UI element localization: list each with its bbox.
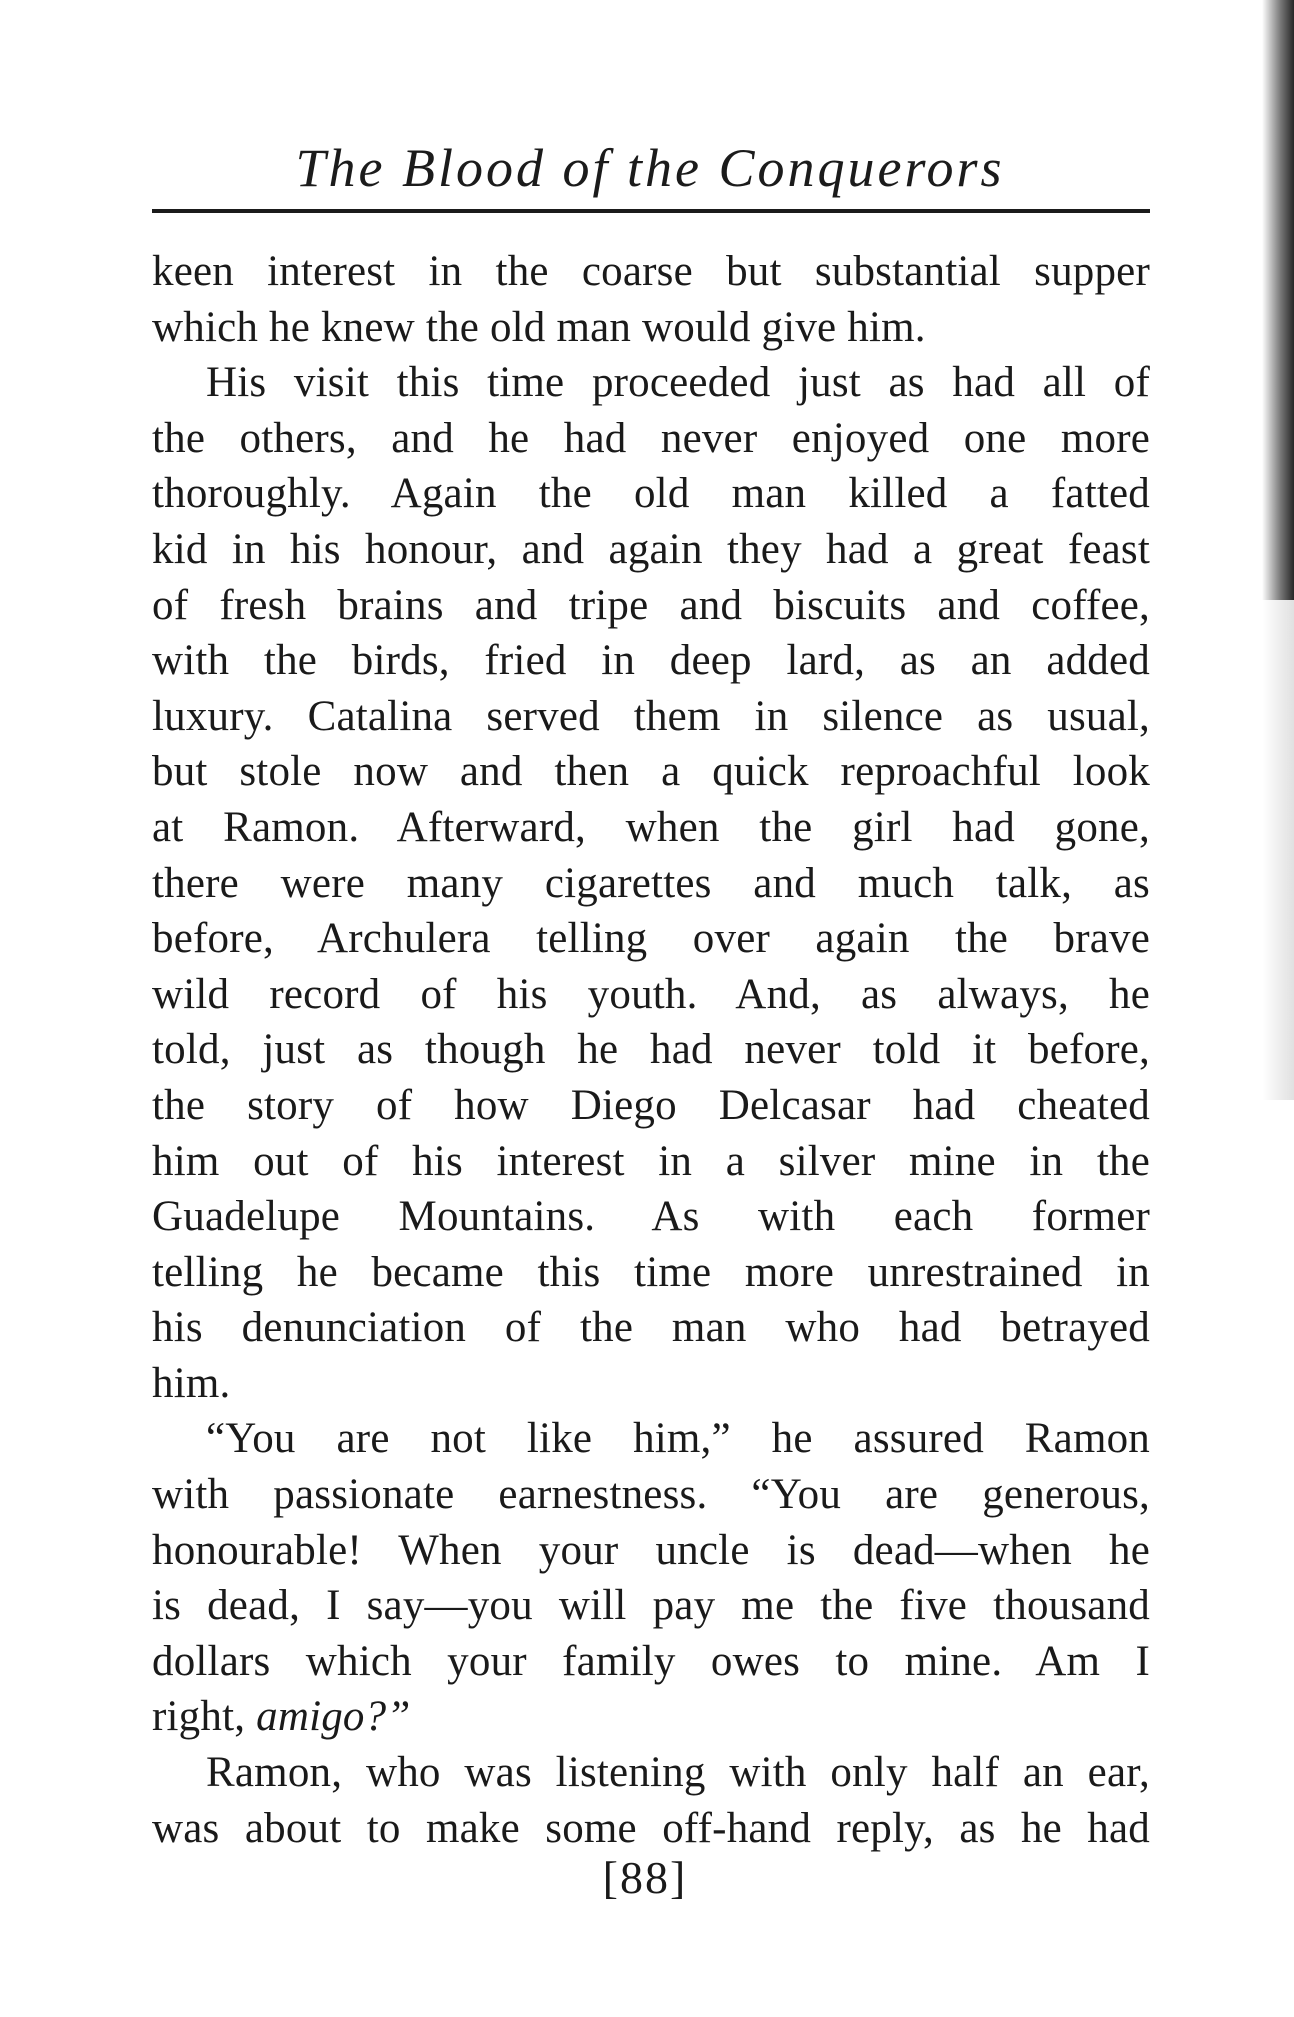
text-line: at Ramon. Afterward, when the girl had gone, [152,803,1150,851]
text-line-start: right, [152,1693,257,1741]
italic-word: amigo?” [256,1693,411,1741]
text-line: honourable! When your uncle is dead—when he [152,1526,1150,1574]
scan-edge-shadow [1262,0,1294,600]
text-line: wild record of his youth. And, as always, he [152,970,1150,1018]
text-line: His visit this time proceeded just as had all of [206,359,1150,407]
text-line: Guadelupe Mountains. As with each former [152,1193,1150,1241]
text-line: telling he became this time more unrestrained in [152,1248,1150,1296]
scan-edge-shadow [1262,600,1294,1100]
text-line: but stole now and then a quick reproachful look [152,748,1150,796]
text-line: “You are not like him,” he assured Ramon [206,1415,1150,1463]
text-line: kid in his honour, and again they had a great feast [152,525,1150,573]
text-line: with passionate earnestness. “You are generous, [152,1471,1150,1519]
text-line: the story of how Diego Delcasar had cheated [152,1081,1150,1129]
text-line: him. [152,1359,231,1407]
body-text [152,244,1150,1856]
text-line: before, Archulera telling over again the brave [152,915,1150,963]
text-line: him out of his interest in a silver mine in the [152,1137,1150,1185]
text-line: was about to make some off-hand reply, as he had [152,1804,1150,1852]
text-line: Ramon, who was listening with only half an ear, [206,1749,1150,1797]
text-line [152,1689,1150,1745]
text-line: of fresh brains and tripe and biscuits and coffee, [152,581,1150,629]
text-line: luxury. Catalina served them in silence as usual, [152,692,1150,740]
text-line: the others, and he had never enjoyed one more [152,414,1150,462]
text-line: with the birds, fried in deep lard, as an added [152,637,1150,685]
text-line: thoroughly. Again the old man killed a fatted [152,470,1150,518]
text-line: is dead, I say—you will pay me the five thousand [152,1582,1150,1630]
text-line: keen interest in the coarse but substantial supper [152,248,1150,295]
page-number: [88] [602,1852,688,1903]
text-line: which he knew the old man would give him. [152,303,926,351]
header-rule [152,209,1150,213]
text-line: his denunciation of the man who had betrayed [152,1304,1150,1352]
text-line: told, just as though he had never told it before, [152,1026,1150,1074]
text-line: there were many cigarettes and much talk, as [152,859,1150,907]
running-head-title: The Blood of the Conquerors [295,138,1005,198]
text-line: dollars which your family owes to mine. Am I [152,1637,1150,1685]
